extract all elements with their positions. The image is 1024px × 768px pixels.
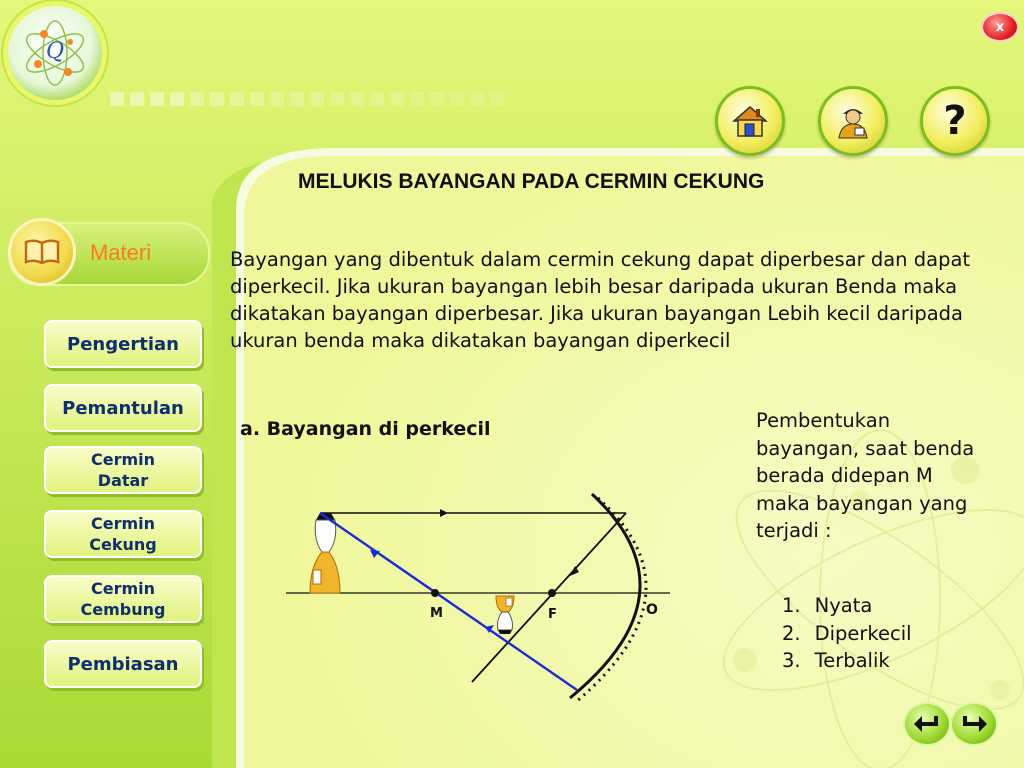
sidebar-item-sublabel: Cembung xyxy=(80,600,166,619)
home-button[interactable] xyxy=(715,86,785,156)
app-logo xyxy=(8,6,102,100)
sidebar-item-label: Cermin xyxy=(90,514,156,533)
section-subtitle: a. Bayangan di perkecil xyxy=(240,418,491,440)
sidebar-item-cermin-cembung[interactable] xyxy=(44,575,202,623)
sidebar-item-pembiasan[interactable] xyxy=(44,640,202,688)
materi-label: Materi xyxy=(90,240,152,265)
sidebar-item-sublabel: Cekung xyxy=(89,535,157,554)
person-icon xyxy=(833,102,873,140)
concave-mirror xyxy=(570,494,640,698)
description-text: Pembentukan bayangan, saat benda berada didepan M maka bayangan yang terjadi : xyxy=(756,409,975,542)
image-figure xyxy=(496,596,514,634)
label-m: M xyxy=(430,606,443,621)
blue-ray xyxy=(320,513,577,690)
main-paragraph: Bayangan yang dibentuk dalam cermin cekung dapat diperbesar dan dapat diperkecil. Jika ukuran bayangan lebih besar daripada ukuran Benda maka dikatakan bayangan diperbesar. Jika ukuran bayangan Lebih kecil daripada ukuran benda maka dikatakan bayangan diperkecil xyxy=(230,248,971,352)
logo-letter: Q xyxy=(46,39,65,64)
teacher-button[interactable] xyxy=(818,86,888,156)
label-f: F xyxy=(548,607,557,622)
book-icon xyxy=(8,218,76,286)
next-button[interactable] xyxy=(950,702,998,746)
point-m xyxy=(431,589,439,597)
close-button[interactable] xyxy=(981,12,1019,42)
sidebar-item-cermin-datar[interactable] xyxy=(44,446,202,494)
page-title: MELUKIS BAYANGAN PADA CERMIN CEKUNG xyxy=(298,170,765,193)
result-list xyxy=(782,592,912,675)
sidebar-item-pengertian[interactable] xyxy=(44,320,202,368)
help-button[interactable] xyxy=(920,86,990,156)
arrow-right-icon xyxy=(959,714,989,734)
sidebar-item-pemantulan[interactable] xyxy=(44,384,202,432)
list-item: 1. Nyata xyxy=(782,594,873,617)
list-item: 3. Terbalik xyxy=(782,649,890,672)
sidebar-item-label: Pengertian xyxy=(67,333,179,355)
list-item: 2. Diperkecil xyxy=(782,621,912,645)
sidebar-item-sublabel: Datar xyxy=(97,471,149,490)
sidebar-item-label: Cermin xyxy=(90,579,156,598)
sidebar-item-label: Cermin xyxy=(90,450,156,469)
ray-diagram xyxy=(280,480,700,710)
arrow-left-icon xyxy=(912,714,942,734)
back-button[interactable] xyxy=(903,702,951,746)
reflected-ray xyxy=(472,513,626,682)
sidebar-item-cermin-cekung[interactable] xyxy=(44,510,202,558)
sidebar-item-label: Pembiasan xyxy=(67,653,179,675)
point-f xyxy=(548,589,556,597)
help-icon: ? xyxy=(943,98,967,144)
sidebar-item-label: Pemantulan xyxy=(62,397,184,419)
label-o: O xyxy=(646,602,658,618)
close-icon: x xyxy=(995,19,1005,35)
house-icon xyxy=(730,103,770,139)
